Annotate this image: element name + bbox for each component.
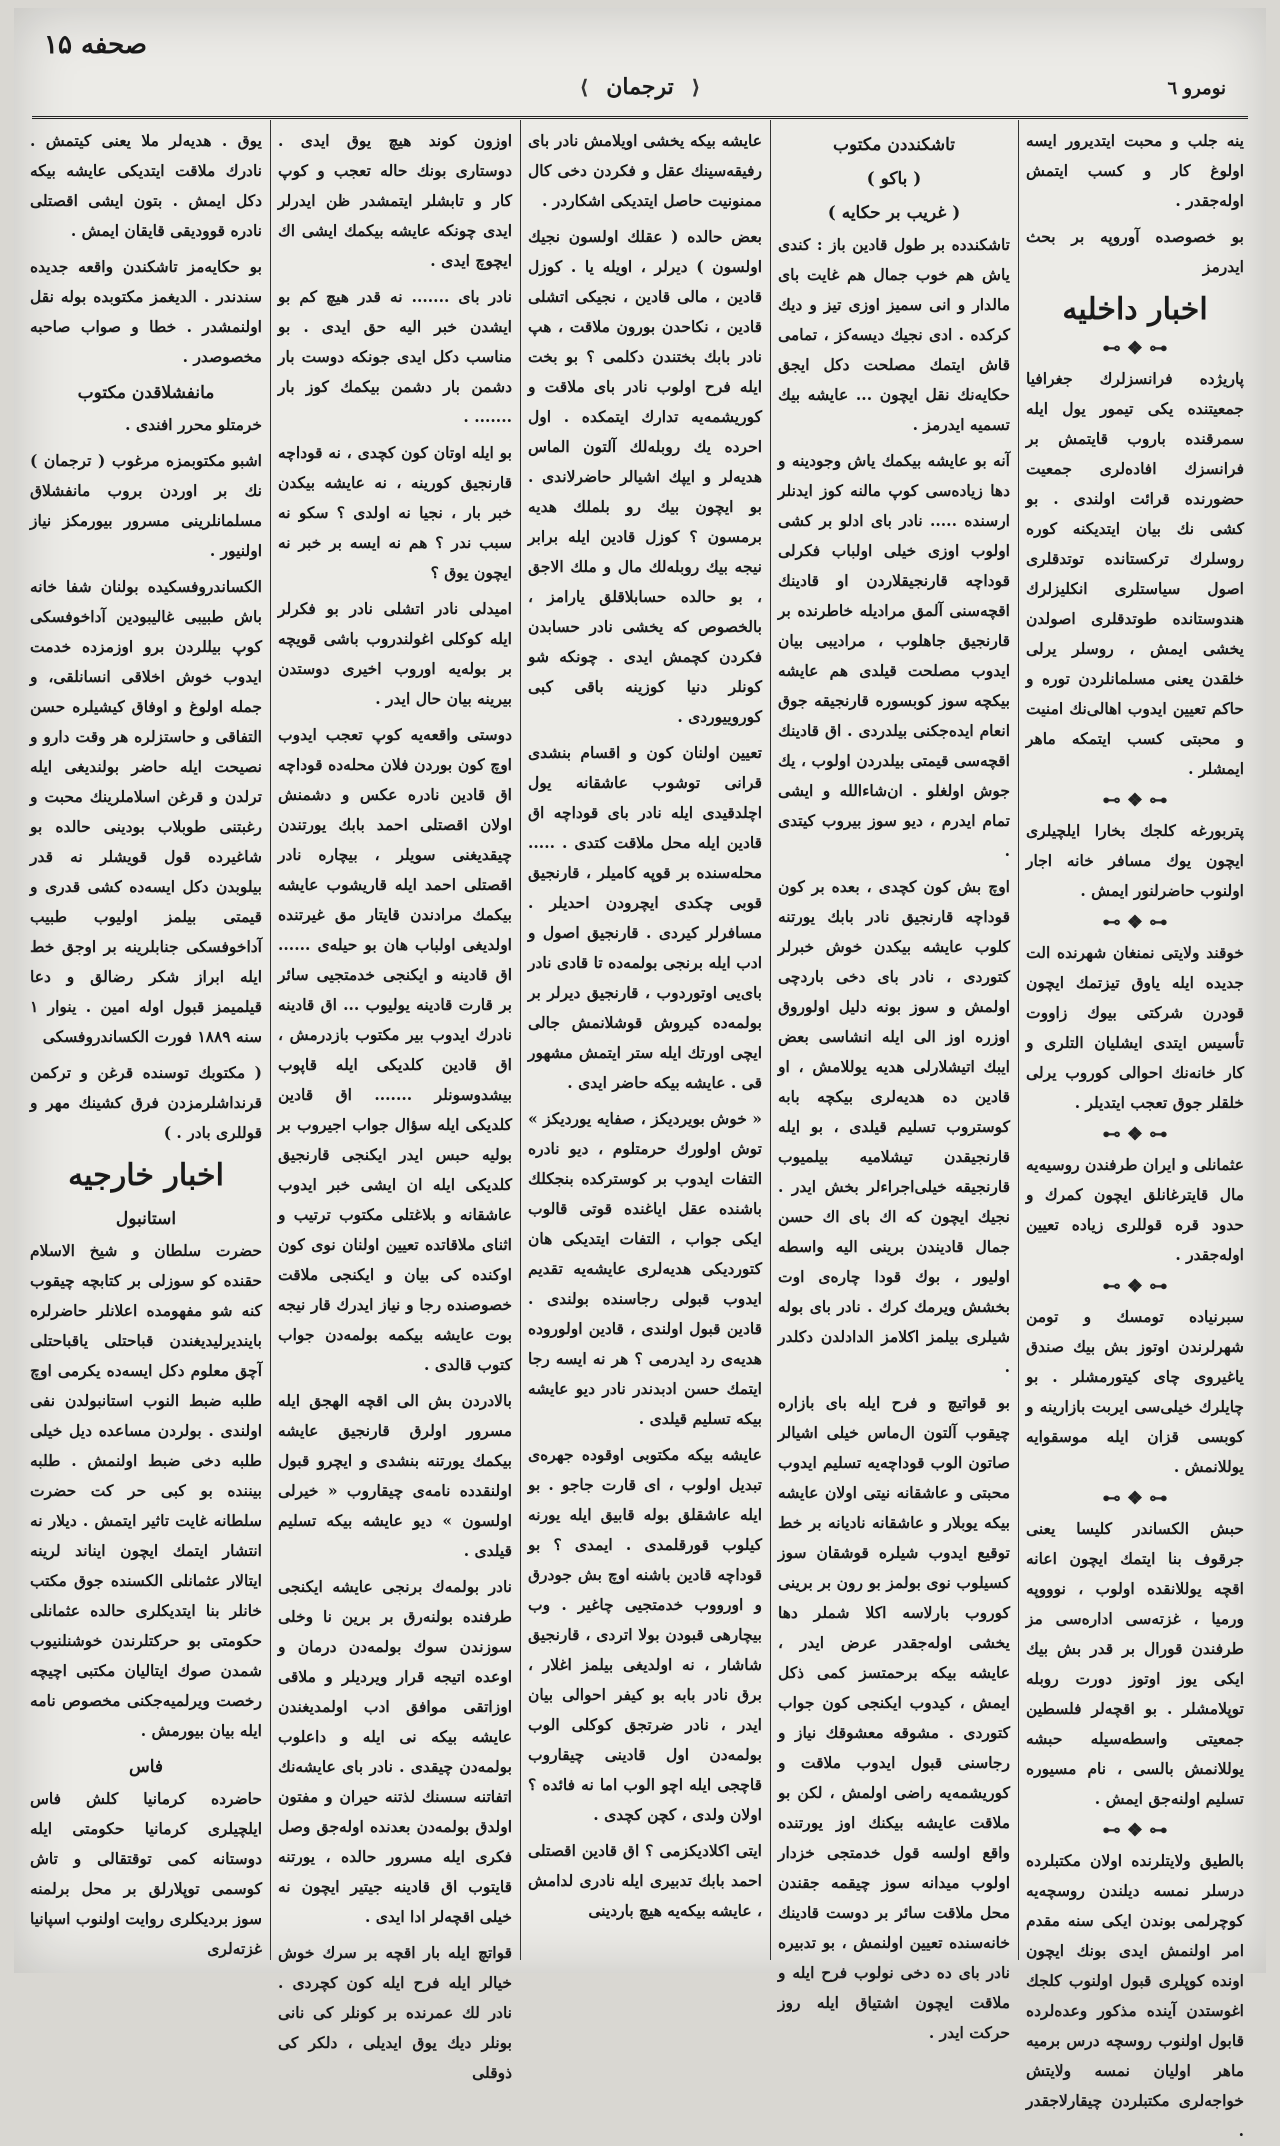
column-4 — [278, 126, 512, 2082]
paragraph: نادر بولمه‌ك برنجی عایشه ایكنجی طرفنده بولنه‌رق بر برین نا وخلی سوزندن سوك بولمه‌دن درمان و اوعده اتیجه قرار ویردیلر و ملاقی اوزاتقی موافق ادب اولمدیغندن عایشه بیكه نی ایله و داعلوب بولمه‌دن چیقدی . نادر بای عایشه‌نك اتفاتنه سسنك لذتنه حیران و مفتون اولدق بولمه‌دن بعدنده اوله‌جق وصل فكری ایله مسرور حالده ، یورتنه قایتوب اق قادینه جیتیر ایچون نه خیلی اقچه‌لر ادا ایدی . — [278, 1577, 512, 1926]
paragraph: حاضرده كرمانیا كلش فاس ایلچیلری كرمانیا حكومتی ایله دوستانه كمی توقتقالی و تاش كوسمی توپلارلق بر محل برلمنه سوز بردیكلری روایت اولنوب اسپانیا غزته‌لری — [30, 1789, 262, 1958]
paragraph: الكساندروفسكیده بولنان شفا خانه باش طبیبی غالیبودین آداخوفسكی كوپ بیللردن برو اوزمزده خدمت ایدوب خوش اخلاقی انسانلقی، و جمله اولوغ و اوفاق كیشیلره حسن التفاقی و حاستزلره هر وقت دارو و نصیحت ایله حاضر بولندیغی ایله ترلدن و قرغن اسلاملرینك محبت و رغبتنی طوبلاب بودینی حالده بو شاغیرده قول قویشلر نه قدر بیلوبدن دكل ایسه‌ده كشی قدری و قیمتی بیلمز اولیوب طبیب آداخوفسكی جنابلرینه بر اوجق خط ایله ابراز شكر رضالق و دعا قیلمیمز قبول اوله امین . ینوار ۱ سنه ۱۸۸۹ فورت الكساندروفسكی — [30, 577, 262, 1046]
ornament-divider-icon: ⊷ ❖ ⊶ — [1102, 1276, 1168, 1297]
paragraph: نادر بای ....... نه قدر هیچ كم بو ایشدن خبر الیه حق ایدی . بو مناسب دكل ایدی جونكه دوست بار دشمن بار دشمن بیكمك كوز بار ....... . — [278, 287, 512, 426]
newspaper-page — [14, 8, 1266, 2140]
section-headline: اخبار داخلیه — [1062, 292, 1208, 327]
paragraph: بو قواتیچ و فرح ایله بای بازاره چیقوب آلتون ال‌ماس خیلی اشیالر صاتون الوب قوداچه‌یه تسلیم ایدوب محبتی و عاشقانه نیتی اولان عایشه بیكه یوبلار و عاشقانه نادیانه بر خط توقیع ایدوب شیلره قوشقان سوز كسیلوب نوی بولمز بو رون بر برینی كوروب بارلاسه اكلا شملر دها یخشی اوله‌جقدر عرض ایدر ، عایشه بیكه برحمتسز كمی ذكل ایمش ، كیدوب ایكنجی كون جواب كتوردی . مشوقه معشوقك نیاز و رجاسنی قبول ایدوب ملاقت و كوریشمه‌یه راضی اولمش ، لكن بو ملاقت عایشه بیكنك اوز یورتنده واقع اولسه قول خدمتجی خزدار اولوب میدانه سوز چیقمه جقندن محل ملاقت سائر بر دوست قادینك خانه‌سنده تعیین اولنمش ، بو تدبیره نادر بای ده دخی نولوب فرح ایله و ملاقت ایچون اشتیاق ایله روز حركت ایدر . — [778, 1393, 1010, 2042]
article-heading: فاس — [128, 1757, 164, 1777]
paragraph: بالادردن بش الی اقچه الهجق ایله مسرور اولرق قارنجیق عایشه بیكمك یورتنه بنشدی و ایچرو قبول اولنقدده نامه‌ی چیقاروب « خیرلی اولسون » دیو عایشه بیكه تسلیم قیلدی . — [278, 1391, 512, 1560]
newspaper-title-text: ترجمان — [606, 74, 674, 100]
ornament-divider-icon: ⊷ ❖ ⊶ — [1102, 1820, 1168, 1841]
paragraph: بو خصوصده آوروپه بر بحث ایدرمز — [1026, 227, 1244, 276]
paragraph: اوچ بش كون كچدی ، بعده بر كون قوداچه قارنجیق نادر بابك یورتنه كلوب عایشه بیكدن خوش خبرلر كتوردی ، نادر بای دخی باردچی اولمش و سوز بونه دلیل اولوروق اوزره اوز الی ایله انشاسی بعض ایبك اتیشلارلی هدیه یوللامش ، او قادین ده هدیه‌لری بیكچه بابه كوستروب تسلیم قیلدی ، بو ایله قارنجیقدن تیشلامیه بیلمیوب قارنجیقه خیلی‌اجراءلر بخش ایدر . نجیك ایچون كه اك بای اك حسن جمال قادیندن برینی الیه واسطه اولیور ، بوك قودا چاره‌ی اوت بخشش ویرمك كرك . نادر بای بوله شیلری بیلمز اكلامز الدادلدن دكلدر . — [778, 877, 1010, 1376]
paragraph: سبرنیاده تومسك و تومن شهرلرندن اوتوز بش بیك صندق یاغیروی چای كیتورمشلر . بو چایلرك خیلی‌سی ایربت بازارینه و كوبسی قزان ایله موسقوایه یوللانمش . — [1026, 1307, 1244, 1476]
title-ornament-icon: ⟨ — [691, 75, 701, 99]
ornament-divider-icon: ⊷ ❖ ⊶ — [1102, 1488, 1168, 1509]
issue-number: نومرو ٦ — [1167, 78, 1226, 99]
paragraph: امیدلی نادر اتشلی نادر بو فكرلر ایله كوكلی اغولندروب باشی قویچه بر بوله‌یه اوروب اخیری دوستدن بیرینه بیان حال ایدر . — [278, 599, 512, 708]
newspaper-title — [14, 74, 1266, 100]
paragraph: تعیین اولنان كون و اقسام بنشدی قرانی توشوب عاشقانه یول اچلدقیدی ایله نادر بای قوداچه اق قادین ایله محل ملاقت كتدی . ..... محله‌سنده بر قوپه كامیلر ، قارنجیق قوبی چكدی ایچرودن احدیلر . مسافرلر كیردی . قارنجیق اصول و ادب ایله برنجی بولمه‌ده تا قادی نادر بای‌یی اوتوردوب ، قارنجیق دیرلر بر بولمه‌ده كیروش قوشلانمش جالی ایچی اورتك ایله ستر ایتمش مشهور قی . عایشه بیكه حاضر ایدی . — [528, 743, 762, 1092]
paragraph: یوق . هدیه‌لر ملا یعنی كیتمش . نادرك ملاقت ایتدیكی عایشه بیكه دكل ایمش . بتون ایشی اقصتلی نادره قوودیقی قایقان ایمش . — [30, 131, 262, 240]
title-ornament-icon: ⟩ — [579, 75, 589, 99]
section-headline: اخبار خارجیه — [68, 1158, 224, 1193]
column-3 — [528, 126, 762, 1956]
paragraph: ینه جلب و محبت ایتدیرور ایسه اولوغ كار و كسب ایتمش اوله‌جقدر . — [1026, 131, 1244, 210]
paragraph: خوقند ولایتی نمنغان شهرنده الت جدیده ایله یاوق تیزتمك ایچون قودرن شركتی بیوك زاووت تأسیس ایتدی ایشلیان التلری و كار خانه‌نك احوالی كوروب یرلی خلقلر جوق تعجب ایتدیلر . — [1026, 943, 1244, 1112]
paragraph: عایشه بیكه مكتوبی اوقوده جهره‌ی تبدیل اولوب ، ای قارت جاجو . بو ایله عاشقلق بوله قابیق ایله یورنه كیلوب قورقلمدی . ایمدی ؟ بو قوداچه قادین باشنه اوچ بش جودرق و اورووب خدمتجیی چاغیر . وب بیچارهی قبودن بولا اتردی ، قارنجیق شاشار ، نه اولدیغی بیلمز اغلار ، برق نادر بابه بو كیفر احوالی بیان ایدر ، نادر ضرتجق كوكلی الوب بولمه‌دن اول قادینی چیقاروب قاچجی ایله اچو الوب اما نه فائده ؟ اولان ولدی ، كچن كچدی . — [528, 1445, 762, 1824]
paragraph: « خوش بویردیكز ، صفایه یوردیكز » توش اولورك حرمتلوم ، دیو نادره التفات ایدوب بر كوستركده بنجكلك باشنده عقل ایاغنده قوتی قالوب ایكی جواب ، التفات ایتدیكی هان كتوردیكی هدیه‌لری عایشه‌یه تقدیم ایدوب قبولی رجاسنده بولندی . قادین قبول اولندی ، قادین اولوروده هدیه‌ی رد ایدرمی ؟ هر نه ایسه رجا ایتمك حسن ادبدندر نادر دیو عایشه بیكه تسلیم قیلدی . — [528, 1109, 762, 1428]
paragraph: عثمانلی و ایران طرفندن روسیه‌یه مال قایترغانلق ایچون كمرك و حدود قره قوللری زیاده تعیین اوله‌جقدر . — [1026, 1155, 1244, 1264]
article-heading: مانفشلاقدن مكتوب — [77, 383, 215, 403]
article-subheading: ( باكو ) — [866, 169, 922, 189]
paragraph: خرمتلو محرر افندی . — [125, 415, 262, 434]
column-divider — [770, 120, 771, 1960]
ornament-divider-icon: ⊷ ❖ ⊶ — [1102, 338, 1168, 359]
paragraph: دوستی واقعه‌یه كوپ تعجب ایدوب اوچ كون بوردن فلان محله‌ده قوداچه اق قادین نادره عكس و دشمنش اولان اقصتلی احمد بابك یورتندن چیقدیغنی سویلر ، بیچاره نادر اقصتلی احمد ایله قاریشوب عایشه بیكمك مرادندن قایتار مق غیرتنده اولدیغی اولباب هان بو حیله‌ی ...... اق قادینه و ایكنجی خدمتجیی سائر بر قارت قادینه یولیوب ... اق قادینه نادرك ایدوب بیر مكتوب بازدرمش ، اق قادین كلدیكی ایله قاپوب بیشدوسونلر ....... اق قادین كلدیكی ایله سؤال جواب اجیروب بر بولیه حبس ایدر ایكنجی قارنجیق كلدیكی ایله ان ایشی خبر ایدوب عاشقانه و بلاغتلی مكتوب ترتیب و اثنای ملاقاتده تعیین اولنان نوی كون اوكنده كی بیان و ایكنجی ملاقت خصوصنده رجا و نیاز ایدرك قار نیجه بوت عایشه بیكمه بولمه‌دن جواب كتوب قالدی . — [278, 725, 512, 1374]
column-1 — [1026, 126, 1244, 2140]
paragraph: قواتچ ایله بار اقچه بر سرك خوش خیالر ایله فرح ایله كون كچردی . نادر لك عمرنده بر كونلر كی نانی بونلر دیك یوق ایدیلی ، دلكر كی ذوقلی — [278, 1943, 512, 2082]
paragraph: پاریژده فرانسزلرك جغرافیا جمعیتنده یكی تیمور یول ایله سمرقنده باروب قایتمش بر فرانسزك افاده‌لری جمعیت حضورنده قرائت اولندی . بو كشی نك بیان ایتدیكنه كوره روسلرك تركستانده توتدقلری اصول سیاستلری انكلیزلرك هندوستانده طوتدقلری اصولدن یخشی ایمش ، روسلر یرلی خلقدن یعنی مسلمانلردن توره و حاكم تعیین ایدوب اهالی‌نك امنیت و محبتی كسب ایتمكه ماهر ایمشلر . — [1026, 369, 1244, 778]
article-subheading: ( غریب بر حكایه ) — [827, 203, 961, 223]
paragraph: بالطیق ولایتلرنده اولان مكتبلرده درسلر نمسه دیلندن روسچه‌یه كوچرلمی بوندن ایكی سنه مقدم امر اولنمش ایدی بونك ایچون اونده كوپلری قبول اولنوب كلجك اغوستدن آینده مذكور وعده‌لرده قابول اولنوب روسچه درس برمیه ماهر اولیان نمسه ولایتش خواجه‌لری مكتبلردن چیقارلاجقدر . — [1026, 1851, 1244, 2140]
paragraph: تاشكندده بر طول قادین باز : كندی یاش هم خوب جمال هم غایت بای مالدار و انی سمیز اوزی تیز و دیك كركده . ادی نجیك دیسه‌كز ، تمامی قاش ایتمك مصلحت دكل ایجق حكایه‌نك نقل ایچون ... عایشه بیك تسمیه ایدرمز . — [778, 235, 1010, 434]
paragraph: ایتی اكلادیكزمی ؟ اق قادین اقصتلی احمد بابك تدبیری ایله نادری لدامش ، عایشه بیكه‌یه هیچ باردینی — [528, 1841, 762, 1920]
column-5 — [30, 126, 262, 1956]
paragraph: عایشه بیكه یخشی اویلامش نادر بای رفیقه‌سینك عقل و فكردن دخی كال ممنونیت حاصل ایتدیكی اشكاردر . — [528, 131, 762, 210]
paragraph: حبش الكساندر كلیسا یعنی جرقوف بنا ایتمك ایچون اعانه اقچه یوللانقده اولوب ، نوووپه ورمیا ، غزته‌سی اداره‌سی مز طرفندن قورال بر قدر بش بیك ایكی یوز اوتوز دورت روبله توپلامشلر . بو اقچه‌لر فلسطین جمعیتی واسطه‌سیله حبشه یوللانمش بالسی ، نام مسیوره تسلیم اولنه‌جق ایمش . — [1026, 1519, 1244, 1808]
column-divider — [1018, 120, 1019, 1960]
paragraph: پتربورغه كلجك بخارا ایلچیلری ایچون یوك مسافر خانه اجار اولنوب حاضرلنور ایمش . — [1026, 821, 1244, 900]
paragraph: بو ایله اوتان كون كچدی ، نه قوداچه قارنجیق كورینه ، نه عایشه بیكدن خبر بار ، نجیا نه اولدی ؟ سكو نه سبب ندر ؟ هم نه ایسه بر خبر نه ایچون یوق ؟ — [278, 443, 512, 582]
paragraph: حضرت سلطان و شیخ الاسلام حقنده كو سوزلی بر كتابچه چیقوب كنه شو مفهومده اعلانلر حاضرلره بایندیرلیدیغندن قباحتلی یاقباحتلی آچق معلوم دكل ایسه‌ده یكرمی اوچ طلبه ضبط النوب استانبولدن نفی اولندی . بولردن مساعده دیل خیلی طلبه دخی ضبط اولنمش . طلبه بیننده بو كبی حر كت حضرت سلطانه غایت تاثیر ایتمش . دیلار نه انتشار ایتمك ایچون ایناند لرینه ایتالار عثمانلی الكسنده جوق مكتب خانلر بنا ایتدیكلری حالده عثمانلی حكومتی بو حركتلرندن خوشنلنیوب شمدن صوك ایتالیان مكتبی اچیچه رخصت ویرلمیه‌جكنی مخصوص نامه ایله بیان بیورمش . — [30, 1241, 262, 1740]
column-2 — [778, 126, 1010, 2042]
article-heading: استانبول — [115, 1209, 177, 1229]
masthead — [14, 8, 1266, 98]
ornament-divider-icon: ⊷ ❖ ⊶ — [1102, 912, 1168, 933]
paragraph: آنه بو عایشه بیكمك یاش وجودینه و دها زیاده‌سی كوپ مالنه كوز ایدنلر ارسنده ..... نادر بای ادلو بر كشی اولوب اوزی خیلی اولباب فكرلی قوداچه قارنجیقلاردن او قادینك اقچه‌سنی آلمق مرادیله خاطرنده بر قارنجیق جاهلوب ، مرادیبی بیان ایدوب مصلحت قیلدی هم عایشه بیكچه سوز كوبسوره قارنجیقه جوق انعام ایده‌جكنی بیلدردی . اق قادینك اقچه‌سی قیمتی بیلدردن اولوب ، یك جوش اولغلو . ان‌شاءالله و ایشی تمام ایدرم ، دیو سوز بیروب كیتدی . — [778, 451, 1010, 860]
column-divider — [520, 120, 521, 1960]
ornament-divider-icon: ⊷ ❖ ⊶ — [1102, 790, 1168, 811]
paragraph: اشبو مكتوبمزه مرغوب ( ترجمان ) نك بر اوردن بروب مانفشلاق مسلمانلرینی مسرور بیورمكز نیاز اولنیور . — [30, 451, 262, 560]
column-divider — [270, 120, 271, 1960]
page-number: صحفه ۱۵ — [44, 30, 147, 60]
paragraph: ( مكتوبك توسنده قرغن و تركمن قرنداشلرمزدن فرق كشینك مهر و قوللری بادر . ) — [30, 1063, 262, 1142]
article-heading: تاشكنددن مكتوب — [833, 135, 955, 155]
paragraph: بعض حالده ( عقلك اولسون نجیك اولسون ) دیرلر ، اویله یا . كوزل قادین ، مالی قادین ، نجیكی اتشلی قادین ، نكاحدن بورون ملاقت ، هپ نادر بابك بختندن دكلمی ؟ بو بخت ایله فرح اولوب نادر بای ملاقت و كوریشمه‌یه تدارك ایتمكده . اول احرده یك روبله‌لك آلتون الماس هدیه‌لر و ایپك اشیالر حاضرلاندی . بو ایچون بیك رو بلملك هدیه برمسون ؟ كوزل قادین ایله برابر نیجه بیك روبله‌لك مال و ملك الاجق ، بو حالده حسابلاقلق یارامز ، بالخصوص كه یخشی نادر حسابدن فكردن كچمش ایدی . چونكه شو كونلر دنیا كوزینه باقی كبی كوروییوردی . — [528, 227, 762, 726]
ornament-divider-icon: ⊷ ❖ ⊶ — [1102, 1124, 1168, 1145]
header-rule — [32, 116, 1248, 119]
paragraph: اوزون كوند هیچ یوق ایدی . دوستاری بونك حاله تعجب و كوپ كار و تابشلر ایتمشدر ظن ایدرلر ایدی چونكه عایشه بیكمك ایشی اك ایچوچ ایدی . — [278, 131, 512, 270]
paragraph: بو حكایه‌مز تاشكندن واقعه جدیده سندندر . الدیغمز مكتوبده بوله نقل اولنمشدر . خطا و صواب صاحبه مخصوصدر . — [30, 257, 262, 366]
